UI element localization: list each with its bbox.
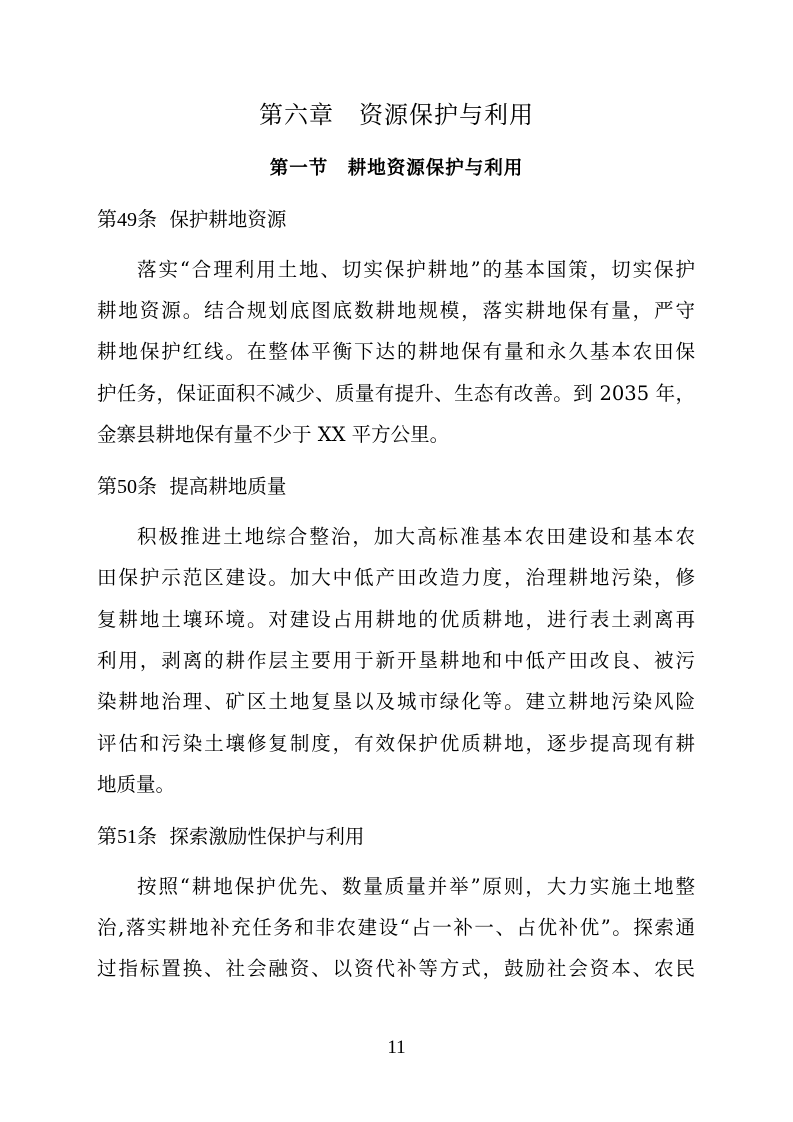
paragraph-line: 护任务，保证面积不减少、质量有提升、生态有改善。到 2035 年， (97, 382, 695, 405)
article-number: 第49条 (97, 209, 157, 231)
paragraph-line: 过指标置换、社会融资、以资代补等方式，鼓励社会资本、农民 (97, 957, 695, 980)
section-title: 第一节 耕地资源保护与利用 (269, 158, 524, 179)
article-51-heading (97, 823, 364, 851)
article-number: 第50条 (97, 476, 157, 498)
paragraph-line: 耕地资源。结合规划底图底数耕地规模，落实耕地保有量，严守 (97, 299, 695, 322)
article-49-heading (97, 206, 286, 234)
paragraph-line: 复耕地土壤环境。对建设占用耕地的优质耕地，进行表土剥离再 (97, 608, 695, 631)
article-number: 第51条 (97, 826, 157, 848)
article-title: 探索激励性保护与利用 (169, 825, 365, 848)
paragraph-line: 治,落实耕地补充任务和非农建设“占一补一、占优补优”。探索通 (97, 916, 695, 939)
paragraph-line: 耕地保护红线。在整体平衡下达的耕地保有量和永久基本农田保 (97, 340, 695, 363)
article-title: 提高耕地质量 (169, 475, 287, 498)
paragraph-line: 地质量。 (97, 773, 176, 796)
paragraph-line: 利用，剥离的耕作层主要用于新开垦耕地和中低产田改良、被污 (97, 649, 695, 672)
paragraph-line: 积极推进土地综合整治，加大高标准基本农田建设和基本农 (137, 525, 695, 548)
paragraph-line: 落实“合理利用土地、切实保护耕地”的基本国策，切实保护 (137, 258, 695, 281)
chapter-title: 第六章 资源保护与利用 (259, 101, 534, 129)
paragraph-line: 评估和污染土壤修复制度，有效保护优质耕地，逐步提高现有耕 (97, 732, 695, 755)
page-number: 11 (387, 1037, 406, 1058)
paragraph-line: 染耕地治理、矿区土地复垦以及城市绿化等。建立耕地污染风险 (97, 690, 695, 713)
article-50-heading (97, 473, 286, 501)
article-title: 保护耕地资源 (169, 208, 287, 231)
paragraph-line: 金寨县耕地保有量不少于 XX 平方公里。 (97, 423, 450, 446)
paragraph-line: 田保护示范区建设。加大中低产田改造力度，治理耕地污染，修 (97, 566, 695, 589)
paragraph-line: 按照“耕地保护优先、数量质量并举”原则，大力实施土地整 (137, 875, 695, 898)
